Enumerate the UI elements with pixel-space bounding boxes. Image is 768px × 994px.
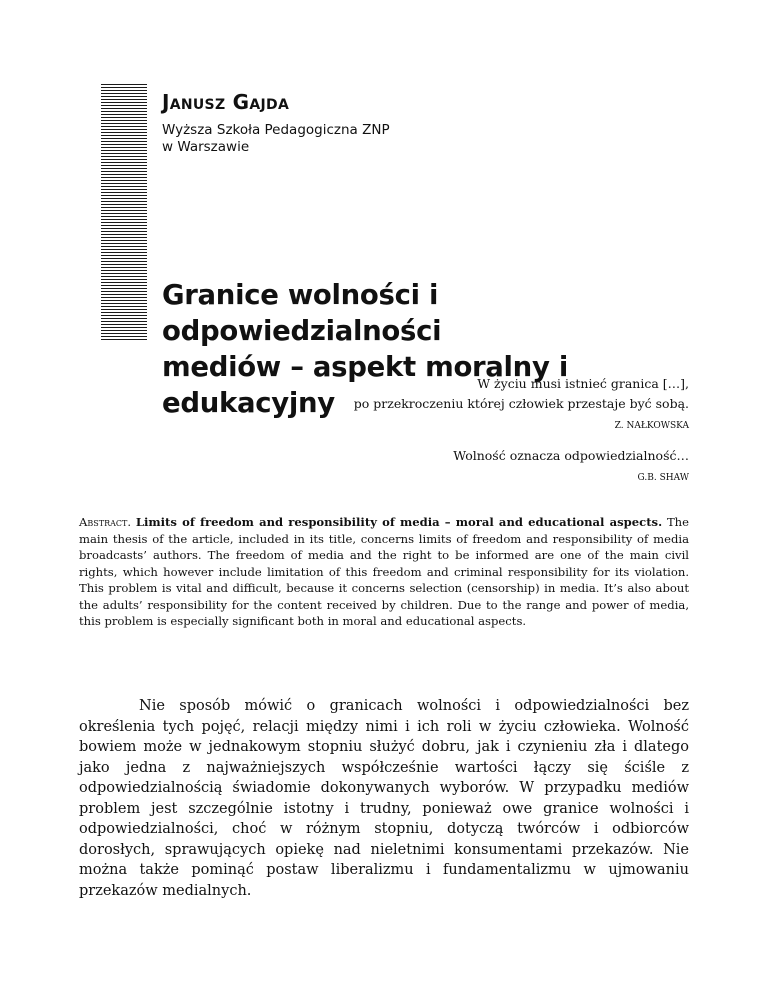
epigraph-1 — [354, 374, 689, 433]
epigraph-1-source: Z. NAŁKOWSKA — [614, 421, 689, 431]
epigraph-1-line-1: W życiu musi istnieć granica […], — [477, 376, 689, 391]
abstract — [79, 514, 689, 630]
abstract-text: The main thesis of the article, included in its title, concerns limits of freedom and responsibility of media broadcasts’ authors. The freedom of media and the right to be informed are one of the main civil rights, which however include limitation of this freedom and criminal responsibility for its violation. This problem is vital and difficult, because it concerns selection (censorship) in media. It’s also about the adults’ responsibility for the content received by children. Due to the range and power of media, this problem is especially significant both in moral and educational aspects. — [79, 515, 689, 628]
author-name: Janusz Gajda — [162, 90, 290, 114]
body-paragraph: Nie sposób mówić o granicach wolności i odpowiedzialności bez określenia tych pojęć, relacji między nimi i ich roli w życiu człowieka. Wolność bowiem może w jednakowym stopniu służyć dobru, jak i czynieniu zła i dlatego jako jedna z najważniejszych współcześnie wartości łączy się ściśle z odpowiedzialnością świadomie dokonywanych wyborów. W przypadku mediów problem jest szczególnie istotny i trudny, ponieważ owe granice wolności i odpowiedzialności, choć w różnym stopniu, dotyczą twórców i odbiorców dorosłych, sprawujących opiekę nad nieletnimi konsumentami przekazów. Nie można także pominąć postaw liberalizmu i fundamentalizmu w ujmowaniu przekazów medialnych. — [79, 698, 689, 899]
epigraph-2-line-1: Wolność oznacza odpowiedzialność… — [453, 448, 689, 463]
decorative-stripe-bar — [101, 84, 147, 341]
epigraph-2-source: G.B. SHAW — [637, 473, 689, 483]
title-line-1: Granice wolności i odpowiedzialności — [162, 279, 442, 347]
epigraph-1-line-2: po przekroczeniu której człowiek przestaje być sobą. — [353, 396, 689, 411]
abstract-label: Abstract. — [79, 515, 132, 529]
epigraph-2 — [453, 446, 689, 485]
abstract-article-title: Limits of freedom and responsibility of media – moral and educational aspects. — [135, 515, 663, 529]
affiliation — [162, 122, 390, 156]
affiliation-line-1: Wyższa Szkoła Pedagogiczna ZNP — [162, 122, 390, 138]
affiliation-line-2: w Warszawie — [162, 139, 250, 155]
title-line-2: mediów – aspekt moralny i edukacyjny — [162, 351, 568, 419]
